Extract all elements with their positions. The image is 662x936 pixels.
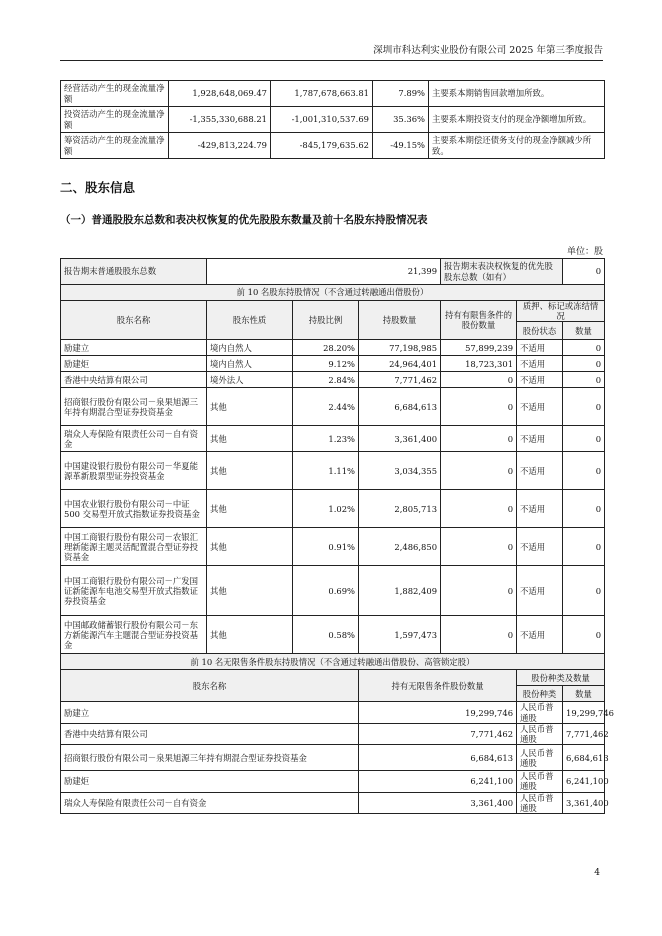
pledge-qty: 0 [563,372,605,388]
col-qty: 持股数量 [359,301,441,340]
pledge-qty: 0 [563,340,605,356]
table-row [61,452,605,490]
col-nature: 股东性质 [207,301,293,340]
u-col-count: 数量 [563,686,605,702]
u-share-type: 人民币普通股 [517,702,563,723]
holder-name: 中国农业银行股份有限公司－中证 500 交易型开放式指数证券投资基金 [61,490,207,528]
u-share-count: 6,684,613 [563,745,605,771]
col-pledge: 质押、标记或冻结情况 [517,301,605,322]
unrestricted-title: 前 10 名无限售条件股东持股情况（不含通过转融通出借股份、高管锁定股） [61,654,605,670]
cashflow-current: -429,813,224.79 [169,133,271,159]
holder-nature: 境内自然人 [207,356,293,372]
holder-name: 励建炬 [61,356,207,372]
u-holder-name: 香港中央结算有限公司 [61,723,359,744]
holder-restricted: 18,723,301 [441,356,517,372]
u-share-type: 人民币普通股 [517,745,563,771]
pledge-status: 不适用 [517,388,563,426]
pref-holders-label: 报告期末表决权恢复的优先股股东总数（如有） [441,259,563,285]
pledge-qty: 0 [563,528,605,566]
holder-ratio: 0.69% [293,566,359,616]
u-share-count: 3,361,400 [563,792,605,813]
top10-title: 前 10 名股东持股情况（不含通过转融通出借股份） [61,285,605,301]
u-share-count: 19,299,746 [563,702,605,723]
table-row [61,745,605,771]
holder-qty: 3,034,355 [359,452,441,490]
pledge-status: 不适用 [517,490,563,528]
u-share-type: 人民币普通股 [517,771,563,792]
col-ratio: 持股比例 [293,301,359,340]
u-holder-qty: 7,771,462 [359,723,517,744]
pref-holders-value: 0 [563,259,605,285]
table-row [61,723,605,744]
common-holders-label: 报告期末普通股股东总数 [61,259,207,285]
col-pledge-status: 股份状态 [517,322,563,340]
pledge-status: 不适用 [517,356,563,372]
holder-restricted: 57,899,239 [441,340,517,356]
cashflow-current: -1,355,330,688.21 [169,107,271,133]
pledge-qty: 0 [563,426,605,452]
pledge-qty: 0 [563,566,605,616]
table-row [61,426,605,452]
shareholder-table [60,258,614,814]
holder-restricted: 0 [441,490,517,528]
cashflow-change: 7.89% [373,81,429,107]
section-title: 二、股东信息 [60,180,136,195]
pledge-qty: 0 [563,490,605,528]
cashflow-previous: -845,179,635.62 [271,133,373,159]
table-row [61,771,605,792]
cashflow-previous: 1,787,678,663.81 [271,81,373,107]
table-row [61,388,605,426]
holder-qty: 6,684,613 [359,388,441,426]
holder-restricted: 0 [441,452,517,490]
u-share-type: 人民币普通股 [517,723,563,744]
holder-ratio: 28.20% [293,340,359,356]
pledge-qty: 0 [563,616,605,654]
table-row [61,566,605,616]
holder-ratio: 1.02% [293,490,359,528]
holder-name: 中国工商银行股份有限公司－广发国证新能源车电池交易型开放式指数证券投资基金 [61,566,207,616]
holder-ratio: 1.23% [293,426,359,452]
holder-name: 中国建设银行股份有限公司－华夏能源革新股票型证券投资基金 [61,452,207,490]
holder-ratio: 0.91% [293,528,359,566]
cashflow-current: 1,928,648,069.47 [169,81,271,107]
holder-name: 瑞众人寿保险有限责任公司－自有资金 [61,426,207,452]
u-share-type: 人民币普通股 [517,792,563,813]
holder-restricted: 0 [441,616,517,654]
holder-ratio: 2.84% [293,372,359,388]
holder-restricted: 0 [441,388,517,426]
holder-name: 中国邮政储蓄银行股份有限公司－东方新能源汽车主题混合型证券投资基金 [61,616,207,654]
table-row [61,702,605,723]
holder-qty: 24,964,401 [359,356,441,372]
u-col-type-group: 股份种类及数量 [517,670,605,686]
holder-qty: 1,597,473 [359,616,441,654]
holder-name: 招商银行股份有限公司－泉果旭源三年持有期混合型证券投资基金 [61,388,207,426]
holder-nature: 其他 [207,528,293,566]
u-holder-qty: 6,241,100 [359,771,517,792]
cashflow-item: 投资活动产生的现金流量净额 [61,107,169,133]
holder-ratio: 9.12% [293,356,359,372]
holder-qty: 1,882,409 [359,566,441,616]
pledge-qty: 0 [563,452,605,490]
table-row [61,340,605,356]
holder-nature: 其他 [207,566,293,616]
table-row [61,792,605,813]
cashflow-reason: 主要系本期销售回款增加所致。 [429,81,605,107]
cashflow-row [61,133,605,159]
holder-ratio: 0.58% [293,616,359,654]
holder-name: 中国工商银行股份有限公司－农银汇理新能源主题灵活配置混合型证券投资基金 [61,528,207,566]
pledge-status: 不适用 [517,426,563,452]
pledge-status: 不适用 [517,566,563,616]
u-col-name: 股东名称 [61,670,359,702]
cashflow-row [61,81,605,107]
holder-qty: 2,486,850 [359,528,441,566]
holder-qty: 2,805,713 [359,490,441,528]
cashflow-previous: -1,001,310,537.69 [271,107,373,133]
common-holders-value: 21,399 [207,259,441,285]
holder-restricted: 0 [441,372,517,388]
holder-nature: 其他 [207,426,293,452]
holder-nature: 其他 [207,616,293,654]
u-share-count: 6,241,100 [563,771,605,792]
cashflow-table [60,80,605,159]
page-number: 4 [594,868,600,878]
u-holder-qty: 3,361,400 [359,792,517,813]
table-row [61,528,605,566]
pledge-status: 不适用 [517,616,563,654]
table-row [61,372,605,388]
pledge-qty: 0 [563,356,605,372]
u-holder-qty: 6,684,613 [359,745,517,771]
col-pledge-qty: 数量 [563,322,605,340]
cashflow-change: -49.15% [373,133,429,159]
col-name: 股东名称 [61,301,207,340]
unit-label: 单位：股 [566,247,603,257]
page-header: 深圳市科达利实业股份有限公司 2025 年第三季度报告 [60,42,603,61]
pledge-status: 不适用 [517,528,563,566]
u-col-qty: 持有无限售条件股份数量 [359,670,517,702]
holder-name: 香港中央结算有限公司 [61,372,207,388]
holder-nature: 境外法人 [207,372,293,388]
holder-restricted: 0 [441,566,517,616]
u-holder-name: 瑞众人寿保险有限责任公司－自有资金 [61,792,359,813]
u-share-count: 7,771,462 [563,723,605,744]
cashflow-item: 经营活动产生的现金流量净额 [61,81,169,107]
table-row [61,356,605,372]
holder-name: 励建立 [61,340,207,356]
table-row [61,490,605,528]
holder-nature: 其他 [207,490,293,528]
pledge-qty: 0 [563,388,605,426]
holder-nature: 其他 [207,452,293,490]
cashflow-reason: 主要系本期投资支付的现金净额增加所致。 [429,107,605,133]
holder-nature: 境内自然人 [207,340,293,356]
u-holder-qty: 19,299,746 [359,702,517,723]
holder-qty: 77,198,985 [359,340,441,356]
holder-ratio: 1.11% [293,452,359,490]
u-col-type: 股份种类 [517,686,563,702]
u-holder-name: 励建立 [61,702,359,723]
cashflow-item: 筹资活动产生的现金流量净额 [61,133,169,159]
holder-qty: 3,361,400 [359,426,441,452]
cashflow-change: 35.36% [373,107,429,133]
holder-ratio: 2.44% [293,388,359,426]
pledge-status: 不适用 [517,372,563,388]
holder-qty: 7,771,462 [359,372,441,388]
table-row [61,616,605,654]
pledge-status: 不适用 [517,340,563,356]
holder-restricted: 0 [441,426,517,452]
pledge-status: 不适用 [517,452,563,490]
cashflow-reason: 主要系本期偿还债务支付的现金净额减少所致。 [429,133,605,159]
sub-title: （一）普通股股东总数和表决权恢复的优先股股东数量及前十名股东持股情况表 [60,214,428,226]
col-restricted: 持有有限售条件的股份数量 [441,301,517,340]
u-holder-name: 招商银行股份有限公司－泉果旭源三年持有期混合型证券投资基金 [61,745,359,771]
u-holder-name: 励建炬 [61,771,359,792]
holder-restricted: 0 [441,528,517,566]
holder-nature: 其他 [207,388,293,426]
cashflow-row [61,107,605,133]
